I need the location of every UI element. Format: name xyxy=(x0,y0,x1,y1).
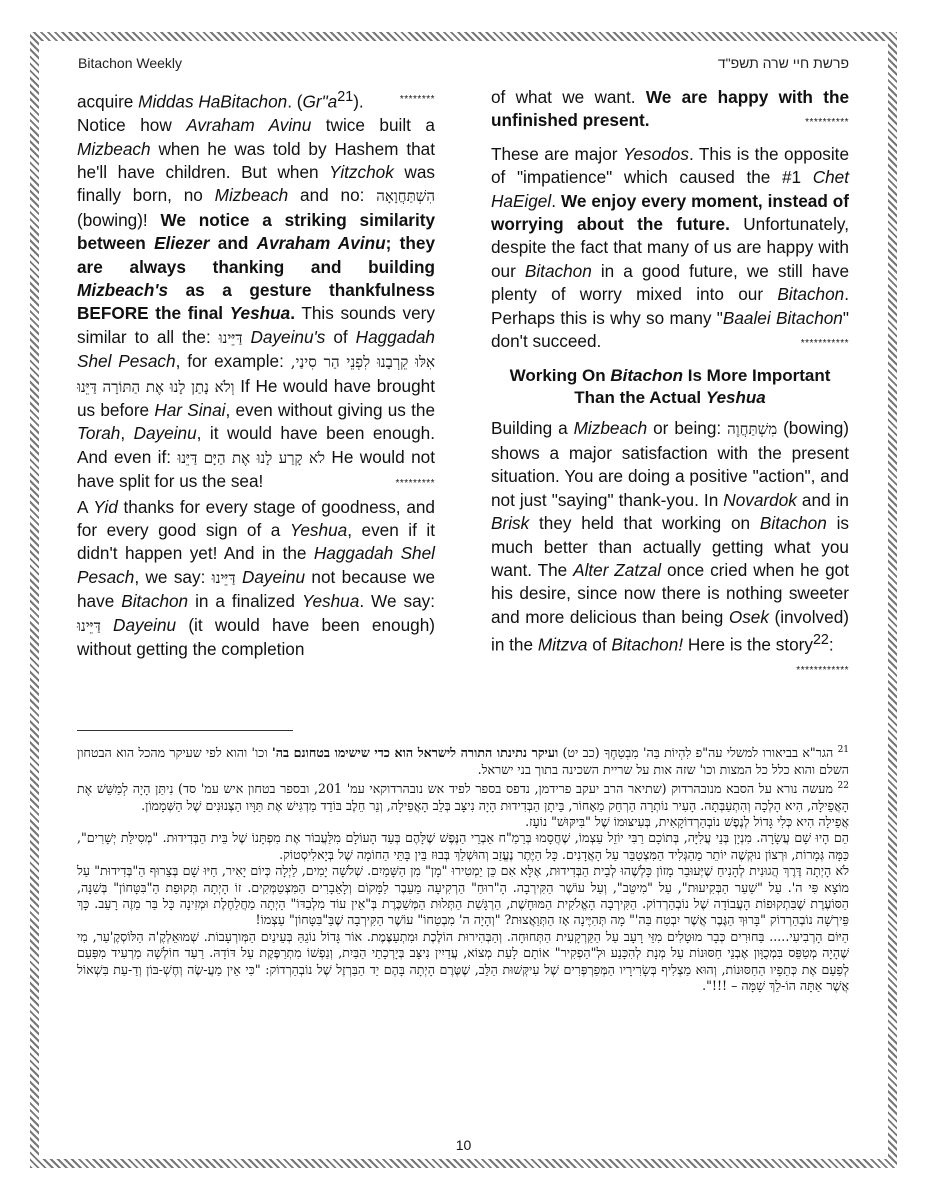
separator-stars: *********** xyxy=(800,338,849,350)
left-paragraph-2: A Yid thanks for every stage of goodness, and for every good sign of a Yeshua, even if it didn't happen yet! And in the Haggadah Shel Pesach, we say: דַּיֵּינוּ Dayeinu not because we have Bitachon in a finalized Yeshua. We say: דַּיֵּינוּ Dayeinu (it would have been enough) without getting the completion xyxy=(77,496,436,660)
separator-stars: ************ xyxy=(796,665,849,677)
footnote-22-paragraph: לֹא הָיְתָה דֶּרֶךְ הֲגוּנִית לְהָנִיחַ שֶׁיְּעוּבַר מָזוֹן כָּלְשֶׁהוּ לְבֵית הַבְּדִידוּת, אֶלָּא אִם כֵּן יַמְטִירוּ "מָן" מִן הַשָּׁמַיִם. שְׁלֹשָׁה יָמִים, לַיְלָה כְּיוֹם יָאִיר, חַיּוּ שָׁם בְּצֵרוּף הַ"בְּדִידוּת" עַל מוֹצָא פִּי ה'. עַל "שַׁעַר הַבְּקִיעוּת", עַל "מִיטֵּב", וְעַל עוֹשֶׁר הַקִּירְבָה. הָ"רוּחַ" הַרְקִיעָה מֵעֵבֶר לַמָּקוֹם וְלָאֵבָרִים הַמִּצְטַמְּקִים. זוֹ הָיְתָה תְּקוּפַת הַ"בִּטָּחוֹן" בְּשִׁנָּה, הַסּוֹעֶרֶת שֶׁבִּתְקוּפוֹת הָעֲבוֹדָה שֶׁל נוֹבְהַרְדוֹק. הַקִּירְבָה הָאֱלֹקִית הַמּוּחָשֶׁת, הַרְגָּשַׁת הַתְּלוּת הַמְּשַׁכֶּרֶת בְּ"אֵין עוֹד מִלְבַדּוֹ" הָיְתָה מַחֲלַחֶלֶת וּמְזִינָה כָּל בַּר מֵזֶה רָעֵב. כָּךְ פֵּירְשָׁה נוֹבְהַרְדוֹק "בָּרוּךְ הַגֶּבֶר אֲשֶׁר יִבְטַח בַּה'" מָה תְּהִיֶּינָה אָז הַתְּוַאֲצוּת? "וְהָיָה ה' מִבְטַחוֹ" עוֹשֶׁר הַקִּירְבָה שֶׁבַּ"בִּטָּחוֹן" עַצְמוֹ! xyxy=(77,863,849,928)
header-publication-title: Bitachon Weekly xyxy=(78,55,183,71)
footnote-22-paragraph: הַיּוֹם הָרְבִיעִי..... בַּחוּרִים כְּבָר מוּטָלִים מִזֵּי רָעָב עַל הַקַּרְקָעִית הַתְּחוּחָה. וְהַבְּהִירוּת הוֹלֶכֶת וּמִתְעַצֶּמֶת. אוֹר גָּדוֹל נוֹגֵהַּ בְּעֵינַיִם הַמְּורְעָבוֹת. שְׁמוּאֵלְקֶ'ה הַלּוֹסְקֶ'עַר, מִי שֶׁהָיָה מְטַפֵּס בִּמְכֻוָּון אֶבְנֵי חַסּוּנוֹת עַל מְנָת לְהִכָּנַע וּלְ"הַפְקִיר" אוֹתָם לָעַת מְצוֹא, עֲדַיִין נִיצָּב בְּיָרְכָתֵי הַבַּיִת, וְנַפְשׁוֹ מִתְרַפֶּקֶת עַל דּוֹדָהּ. רַעַד חוֹלְשָׁה מַרְעִיד מִפַּעַם לְפַעַם אֶת כְּתֵפָיו הַחַסּוּנוֹת, וְהוּא מַצְלִיף בְּשָׂרִירָיו הַמְּפַרְפְּרִים שֶׁל עִיקְּשׁוּת הַלֵּב, שֶׁטֶּרֶם הָיְתָה בָּהֶם יַד הַבַּרְזֶל שֶׁל נוֹבְהַרְדוֹק: "כִּי אֵין מַעֲ-שֶׂה וְחֶשְׁ-בּוֹן וְדַ-עַת בִּשְׁאוֹל אֲשֶׁר אַתָּה הוֹ-לֵךְ שָׁמָּה – !!!". xyxy=(77,928,849,994)
separator-stars: ********* xyxy=(395,478,435,490)
page-number: 10 xyxy=(455,1137,472,1153)
header-parsha-title: פרשת חיי שרה תשפ"ד xyxy=(717,55,849,71)
emphasis-text: We are happy with the unfinished present. xyxy=(491,87,849,131)
footnote-divider xyxy=(77,730,293,731)
separator-stars: ********** xyxy=(805,117,849,129)
separator-stars: ******** xyxy=(399,94,435,105)
footnote-21: $^{21}$ הגר"א בביאורו למשלי עה"פ לִהְיוֹת בַּה' מִבְטַחֶךָ (כב יט) ועיקר נתינתו התורה לישראל הוא כדי שישימו בטחונם בה' וכו' והוא לפי שעיקר מהכל הוא הבטחון השלם והוא כלל כל המצות וכו' שזה אות על שריית השכינה בתוך בני ישראל. xyxy=(77,745,850,777)
section-heading: Working On Bitachon Is More Important Than the Actual Yeshua xyxy=(509,366,831,408)
footnote-22-paragraph: הֵם הָיוּ שָׁם עֲשָׂרָה. מִנְיָן בְּנֵי עֲלִיָּה, בְּתוֹכָם רַבִּי יוֹזֵל עַצְמוֹ, שֶׁחֲסָמוּ בְּרַמַ"ח אֵבְרֵי הַנֶּפֶשׁ שֶׁלָּהֶם בְּעַד הָעוֹלָם מִלַּעֲבוֹר אֶת מִפְתָּנוֹ שֶׁל בֵּית הַבְּדִידוּת. "מְסִילַּת יְשָׁרִים", כַּמָּה גְּמָרוֹת, וּרְצוֹן נוּקְשֶׁה יוֹתֵר מֵהַגְּלִיד הַמִּצְטַבֵּר עַל הָאֲדָנִים. כָּל הַיֶּתֶר נֶעֱזַב וְהוּשְׁלַךְ בְּבוּז בֵּין בָּתֵּי הַחוֹמָה שֶׁל בְּיָאלִיסְטוֹק. xyxy=(77,830,849,862)
footnote-ref-21[interactable]: 21 xyxy=(337,89,354,105)
footnote-ref-22[interactable]: 22 xyxy=(812,632,829,649)
footnote-22: $^{22}$ מעשה נורא על הסבא מנובהרדוק (שתיאר הרב יעקב פרידמן, נדפס בספר לפיד אש נובהרדוקאי עמ' 201, ובספר בטחון איש עמ' סד) נִיתַּן הָיָה לְמַשֵּׁשׁ אֶת הָאֲפֵילָה, הִיא הָלְכָה וְהִתְעַבְּתָה. הָעִיר נוֹתְרָה הַרְחֵק מֵאָחוֹר, בֵּיתָן הַבְּדִידוּת הָיָה נִיצָּב בְּלֵב הָאֲפֵילָה, וְנֵר חֵלֶב בּוֹדֵד מַדְגִּישׁ אֶת תַּוָּיו הַצְּנוּנִים שֶׁל הַשְּׁמָמוֹן. xyxy=(77,781,849,813)
footnotes xyxy=(77,742,849,994)
left-paragraph-1: acquire Middas HaBitachon. $(Gr"a^{21})$. ******** Notice how Avraham Avinu twice built a Mizbeach when he was told by Hashem that he'll have children. But when Yitzchok was finally born, no Mizbeach and no: הִשְׁתַּחֲוָאָה (bowing)! We notice a striking similarity between Eliezer and Avraham Avinu; they are always thanking and building Mizbeach's as a gesture thankfulness BEFORE the final Yeshua. This sounds very similar to all the: דַּיֵּינוּ Dayeinu's of Haggadah Shel Pesach, for example: אִלּוּ קֵרְבָנוּ לִפְנֵי הַר סִינַי, וְלֹא נָתַן לָנוּ אֶת הַתּוֹרָה דַּיֵּנוּ If He would have brought us before Har Sinai, even without giving us the Torah, Dayeinu, it would have been enough. And even if: לֹא קָרַע לָנוּ אֶת הַיָּם דַּיֵּנוּ He would not have split for us the sea! ********* xyxy=(77,86,435,494)
right-column xyxy=(491,86,849,683)
emphasis-text: We notice a striking similarity between Eliezer and Avraham Avinu; they are always thanking and building Mizbeach's as a gesture thankfulness BEFORE the final Yeshua. xyxy=(77,209,436,324)
right-paragraph-1: of what we want. We are happy with the unfinished present. ********** xyxy=(491,86,849,133)
footnote-22-paragraph: אֲפֵילָה הִיא כְּלִי גָּדוֹל לְנֶפֶשׁ נוֹבְהַרְדוֹקָאִית, בְּעִיצּוּמוֹ שֶׁל "בִּיקּוּשׁ" נוֹעָז. xyxy=(525,814,849,829)
right-paragraph-2: These are major Yesodos. This is the opposite of "impatience" which caused the #1 Chet HaEigel. We enjoy every moment, instead of worrying about the future. Unfortunately, despite the fact that many of us are happy with our Bitachon in a good future, we still have plenty of worry mixed into our Bitachon. Perhaps this is why so many "Baalei Bitachon" don't succeed. *********** xyxy=(491,143,849,354)
right-paragraph-3: Building a Mizbeach or being: מִשְׁתַּחֲוֶה (bowing) shows a major satisfaction with the present situation. You are doing a positive "action", and not just "saying" thank-you. In Novardok and in Brisk they held that working on Bitachon is much better than actually getting what you want. The Alter Zatzal once cried when he got his desire, since now there is nothing sweeter and more delicious than being Osek (involved) in the Mitzva of Bitachon! Here is the story$^{22}$: ************ xyxy=(491,417,849,657)
left-column xyxy=(77,86,435,661)
emphasis-text: We enjoy every moment, instead of worrying about the future. xyxy=(491,190,849,235)
